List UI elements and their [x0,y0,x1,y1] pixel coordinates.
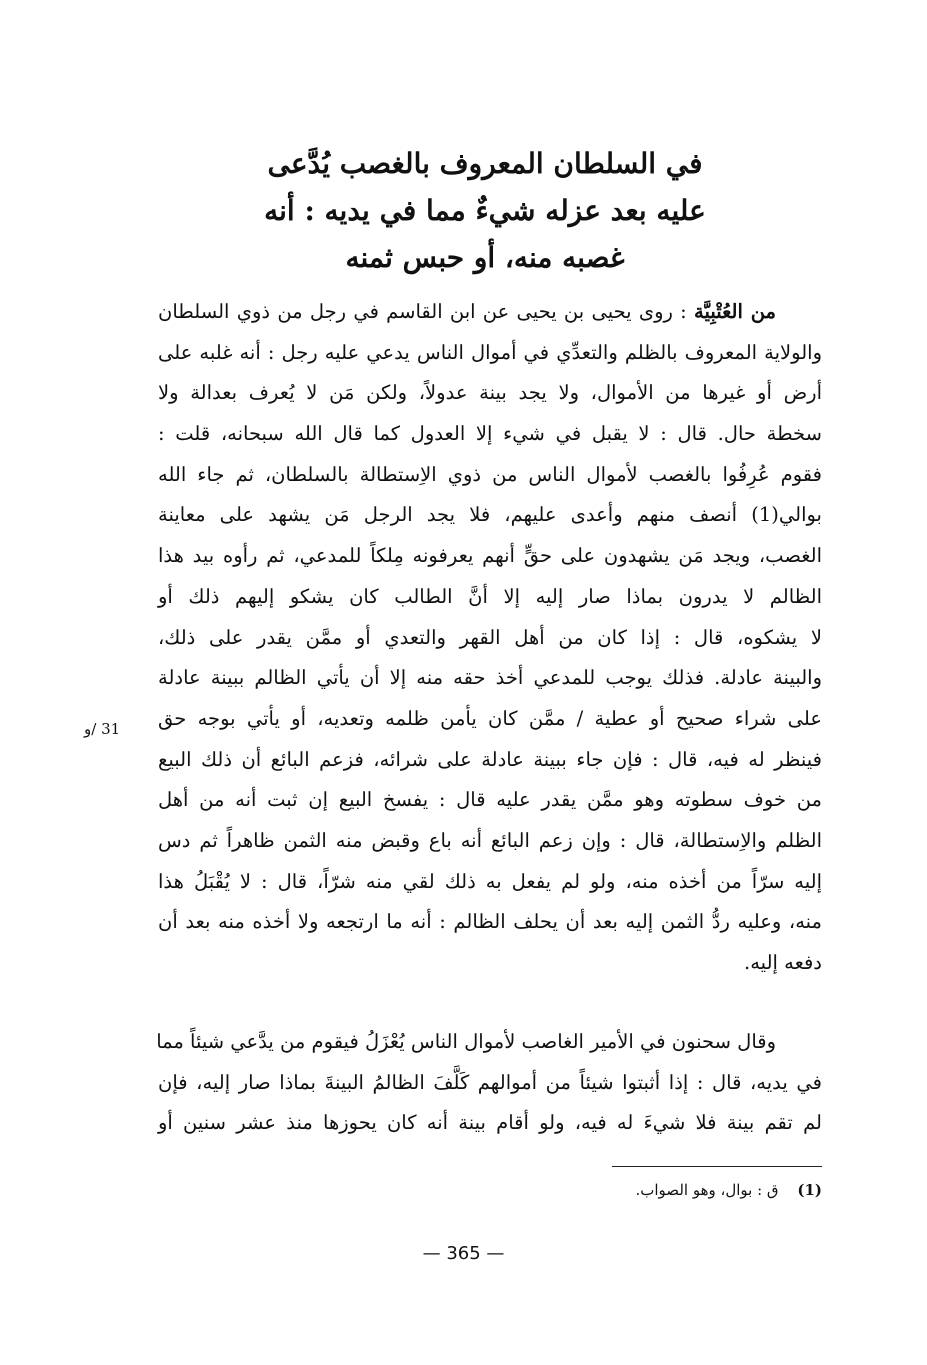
text-line: منه، وعليه ردُّ الثمن إليه بعد أن يحلف الظالم : أنه ما ارتجعه ولا أخذه منه بعد أن [158,910,822,934]
text-line: فينظر له فيه، قال : فإن جاء ببينة عادلة على شرائه، فزعم البائع أن ذلك البيع [158,747,822,771]
footnote-text: ق : بوال، وهو الصواب. [635,1181,779,1199]
title-line: غصبه منه، أو حبس ثمنه [345,241,625,274]
text-line: بوالي(1) أنصف منهم وأعدى عليهم، فلا يجد الرجل مَن يشهد على معاينة [158,503,822,527]
folio-margin-note: 31 /و [84,720,121,738]
title-line: في السلطان المعروف بالغصب يُدَّعى [267,147,703,180]
text-line: الظالم لا يدرون بماذا صار إليه إلا أنَّ الطالب كان يشكو إليهم ذلك أو [158,584,822,608]
footnote-divider [612,1166,822,1167]
text-line: لم تقم بينة فلا شيءَ له فيه، ولو أقام بينة أنه كان يحوزها منذ عشر سنين أو [158,1111,822,1135]
text-line: والولاية المعروف بالظلم والتعدِّي في أموال الناس يدعي عليه رجل : أنه غلبه على [158,340,822,364]
text-line: وقال سحنون في الأمير الغاصب لأموال الناس يُعْزَلُ فيقوم من يدَّعي شيئاً مما [156,1030,776,1053]
paragraph-1 [158,292,822,984]
page-number: — 365 — [422,1243,505,1264]
source-name: من العُتْبِيَّة [694,300,776,323]
text-line: الظلم والاِستطالة، قال : وإن زعم البائع أنه باع وقبض منه الثمن ظاهراً ثم دس [158,828,822,852]
title-line: عليه بعد عزله شيءٌ مما في يديه : أنه [264,194,706,227]
text-line: والبينة عادلة. فذلك يوجب للمدعي أخذ حقه منه إلا أن يأتي الظالم ببينة عادلة [158,666,822,690]
text-line: إليه سرّاً من أخذه منه، ولو لم يفعل به ذلك لقي منه شرّاً، قال : لا يُقْبَلُ هذا [158,869,822,893]
text-line: أرض أو غيرها من الأموال، ولا يجد بينة عدولاً، ولكن مَن لا يُعرف بعدالة ولا [158,381,822,405]
text-line: في يديه، قال : إذا أثبتوا شيئاً من أموالهم كَلَّفَ الظالمُ البينةَ بماذا صار إليه، فإن [158,1070,822,1094]
paragraph-2 [158,1022,822,1144]
text-line: فقوم عُرِفُوا بالغصب لأموال الناس من ذوي الاِستطالة بالسلطان، ثم جاء الله [158,462,822,486]
footnote-number: (1) [797,1181,822,1199]
text-line: لا يشكوه، قال : إذا كان من أهل القهر والتعدي أو ممَّن يقدر على ذلك، [158,625,822,649]
text-line: الغصب، ويجد مَن يشهدون على حقٍّ أنهم يعرفونه مِلكاً للمدعي، ثم رأوه بيد هذا [158,544,822,568]
text-line: من خوف سطوته وهو ممَّن يقدر عليه قال : يفسخ البيع إن ثبت أنه من أهل [158,788,822,812]
text-line: دفعه إليه. [744,951,822,974]
text-line [158,292,822,333]
page-title [250,140,720,281]
text-line: على شراء صحيح أو عطية / ممَّن كان يأمن ظلمه وتعديه، أو يأتي بوجه حق [158,706,822,730]
text-line: سخطة حال. قال : لا يقبل في شيء إلا العدول كما قال الله سبحانه، قلت : [158,422,822,446]
text-line-rest: : روى يحيى بن يحيى عن ابن القاسم في رجل من ذوي السلطان [158,300,687,323]
footnote [500,1181,822,1199]
